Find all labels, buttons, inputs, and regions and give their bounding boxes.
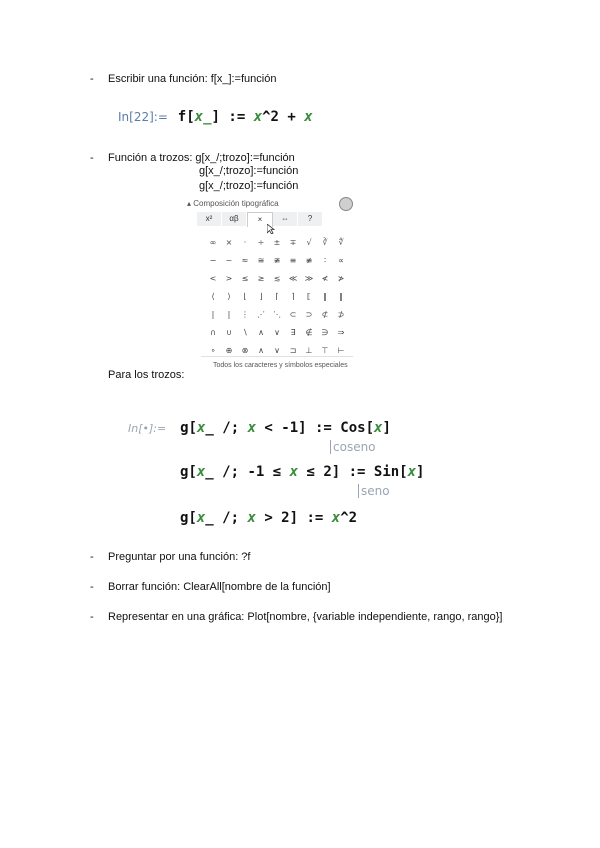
palette-symbol[interactable]: ⊗ bbox=[241, 346, 249, 355]
pattern-blank: _ bbox=[203, 109, 212, 125]
piecewise-line-1 bbox=[128, 419, 391, 436]
var-x: x bbox=[374, 420, 383, 436]
palette-symbol[interactable]: ⋰ bbox=[257, 310, 265, 319]
palette-symbol[interactable]: − bbox=[209, 256, 217, 265]
bullet-dash: - bbox=[90, 611, 94, 623]
palette-symbol[interactable]: ∧ bbox=[258, 328, 264, 337]
palette-symbol[interactable]: ⇒ bbox=[337, 328, 345, 337]
palette-symbol[interactable]: ∨ bbox=[274, 346, 280, 355]
divider bbox=[201, 356, 353, 357]
palette-symbol[interactable]: ⟩ bbox=[227, 292, 231, 301]
power: ^2 bbox=[262, 109, 279, 125]
palette-symbol[interactable]: ⌉ bbox=[291, 292, 295, 301]
palette-symbol[interactable]: ∨ bbox=[274, 328, 280, 337]
plus-op: + bbox=[287, 109, 296, 125]
bracket: ] bbox=[211, 109, 220, 125]
palette-symbol[interactable]: ∉ bbox=[305, 328, 313, 337]
var-x: x bbox=[304, 109, 313, 125]
palette-symbol[interactable]: ⟦ bbox=[307, 292, 311, 301]
var-x: x bbox=[247, 420, 256, 436]
palette-tab[interactable]: ⇔ bbox=[273, 212, 298, 226]
palette-symbol[interactable]: ∶ bbox=[323, 256, 327, 265]
var-x: x bbox=[196, 420, 206, 436]
bracket: ] bbox=[382, 420, 391, 436]
var-x: x bbox=[331, 510, 341, 526]
palette-symbol[interactable]: √ bbox=[306, 238, 312, 247]
fn-name: g[ bbox=[180, 510, 197, 526]
var-x: x bbox=[196, 510, 206, 526]
bullet-dash: - bbox=[90, 581, 94, 593]
palette-symbol[interactable]: ∧ bbox=[258, 346, 264, 355]
var-x: x bbox=[289, 464, 299, 480]
palette-symbol[interactable]: ⊃ bbox=[305, 310, 313, 319]
palette-symbol[interactable]: ≤ bbox=[241, 274, 249, 283]
palette-symbol[interactable]: ≫ bbox=[304, 274, 314, 283]
symbol-grid bbox=[205, 234, 349, 360]
cell-prompt: In[•]:= bbox=[128, 422, 167, 435]
palette-symbol[interactable]: ⊂ bbox=[289, 310, 297, 319]
palette-title[interactable]: ▴ Composición tipográfica bbox=[187, 199, 279, 208]
palette-symbol[interactable]: > bbox=[225, 274, 233, 283]
palette-symbol[interactable]: ≯ bbox=[337, 274, 345, 283]
piecewise-line-3 bbox=[180, 509, 357, 526]
bullet-continuation: g[x_/;trozo]:=función bbox=[199, 165, 299, 177]
palette-symbol[interactable]: ~ bbox=[225, 256, 233, 265]
palette-symbol[interactable]: ≲ bbox=[273, 274, 281, 283]
palette-symbol[interactable]: ∋ bbox=[321, 328, 329, 337]
palette-symbol[interactable]: ⊄ bbox=[321, 310, 329, 319]
bullet-text: Escribir una función: f[x_]:=función bbox=[108, 73, 277, 85]
autocomplete-hint[interactable]: coseno bbox=[330, 440, 376, 454]
palette-symbol[interactable]: ⌈ bbox=[275, 292, 279, 301]
palette-symbol[interactable]: ∝ bbox=[338, 256, 344, 265]
palette-symbol[interactable]: ⊅ bbox=[337, 310, 345, 319]
palette-symbol[interactable]: ÷ bbox=[257, 238, 265, 247]
condition-text: _ /; -1 ≤ bbox=[205, 464, 290, 480]
bullet-continuation: g[x_/;trozo]:=función bbox=[199, 180, 299, 192]
example-cell-f bbox=[118, 108, 313, 125]
palette-symbol[interactable]: ‖ bbox=[323, 292, 327, 301]
fn-name: g[ bbox=[180, 464, 197, 480]
palette-symbol[interactable]: | bbox=[227, 310, 231, 319]
bracket: ] bbox=[416, 464, 425, 480]
palette-symbol[interactable]: × bbox=[225, 238, 233, 247]
palette-symbol[interactable]: ∛ bbox=[322, 238, 328, 247]
palette-symbol[interactable]: ∖ bbox=[242, 328, 248, 337]
palette-symbol[interactable]: ≮ bbox=[321, 274, 329, 283]
palette-tab[interactable]: ? bbox=[298, 212, 323, 226]
palette-symbol[interactable]: ∃ bbox=[290, 328, 296, 337]
palette-symbol[interactable]: < bbox=[209, 274, 217, 283]
close-icon[interactable] bbox=[339, 197, 353, 211]
palette-symbol[interactable]: ≡ bbox=[289, 256, 297, 265]
var-x: x bbox=[196, 464, 206, 480]
palette-symbol[interactable]: ⊐ bbox=[289, 346, 297, 355]
fn-name: g[ bbox=[180, 420, 197, 436]
palette-symbol[interactable]: ‖ bbox=[339, 292, 343, 301]
bullet-dash: - bbox=[90, 551, 94, 563]
palette-symbol[interactable]: ± bbox=[273, 238, 281, 247]
palette-symbol[interactable]: ≢ bbox=[305, 256, 313, 265]
bullet-text: Preguntar por una función: ?f bbox=[108, 551, 251, 563]
condition-text: > 2] := bbox=[255, 510, 332, 526]
section-label: Para los trozos: bbox=[108, 369, 185, 381]
autocomplete-hint[interactable]: seno bbox=[358, 484, 390, 498]
cell-prompt: In[22]:= bbox=[118, 110, 168, 124]
palette-symbol[interactable]: ∓ bbox=[289, 238, 297, 247]
typesetting-palette bbox=[183, 196, 363, 376]
palette-symbol[interactable]: ⌊ bbox=[243, 292, 247, 301]
palette-symbol[interactable]: ≈ bbox=[241, 256, 249, 265]
palette-symbol[interactable]: ∘ bbox=[210, 346, 216, 355]
palette-symbol[interactable]: ⊥ bbox=[305, 346, 313, 355]
palette-symbol[interactable]: ∞ bbox=[209, 238, 217, 247]
bullet-text: Borrar función: ClearAll[nombre de la función] bbox=[108, 581, 331, 593]
palette-tab[interactable]: αβ bbox=[222, 212, 247, 226]
palette-symbol[interactable]: ⊤ bbox=[321, 346, 329, 355]
condition-text: _ /; bbox=[205, 420, 248, 436]
palette-symbol[interactable]: ⟨ bbox=[211, 292, 215, 301]
bracket: [ bbox=[186, 109, 195, 125]
palette-symbol[interactable]: ⋮ bbox=[241, 310, 249, 319]
palette-symbol[interactable]: | bbox=[211, 310, 215, 319]
cursor-icon bbox=[267, 224, 275, 234]
fn-name: f bbox=[177, 109, 187, 125]
palette-symbol[interactable]: · bbox=[243, 238, 247, 247]
var-x: x bbox=[247, 510, 256, 526]
palette-tab[interactable]: x² bbox=[197, 212, 222, 226]
bullet-dash: - bbox=[90, 152, 94, 164]
palette-symbol[interactable]: ≅ bbox=[257, 256, 265, 265]
assign-op: := bbox=[228, 109, 246, 125]
palette-symbol[interactable]: ∜ bbox=[338, 238, 344, 247]
var-x: x bbox=[253, 109, 263, 125]
all-symbols-link[interactable]: Todos los caracteres y símbolos especiales bbox=[213, 362, 348, 369]
palette-tab[interactable]: × bbox=[247, 212, 273, 227]
bullet-text: Función a trozos: g[x_/;trozo]:=función bbox=[108, 152, 295, 164]
palette-symbol[interactable]: ≇ bbox=[273, 256, 281, 265]
condition-text: < -1] := Cos[ bbox=[256, 420, 375, 436]
palette-symbol[interactable]: ⌋ bbox=[259, 292, 263, 301]
var-x: x bbox=[407, 464, 417, 480]
var-x: x bbox=[194, 109, 204, 125]
palette-symbol[interactable]: ≥ bbox=[257, 274, 265, 283]
bullet-text: Representar en una gráfica: Plot[nombre, {variable independiente, rango, rango}] bbox=[108, 611, 503, 623]
piecewise-line-2 bbox=[180, 463, 424, 480]
palette-symbol[interactable]: ∩ bbox=[210, 328, 216, 337]
palette-symbol[interactable]: ∪ bbox=[226, 328, 232, 337]
palette-symbol[interactable]: ⊢ bbox=[337, 346, 345, 355]
condition-text: _ /; bbox=[205, 510, 248, 526]
palette-symbol[interactable]: ⊕ bbox=[225, 346, 233, 355]
power: ^2 bbox=[340, 510, 358, 526]
palette-symbol[interactable]: ⋱ bbox=[273, 310, 281, 319]
bullet-dash: - bbox=[90, 73, 94, 85]
palette-symbol[interactable]: ≪ bbox=[288, 274, 298, 283]
condition-text: ≤ 2] := Sin[ bbox=[298, 464, 408, 480]
